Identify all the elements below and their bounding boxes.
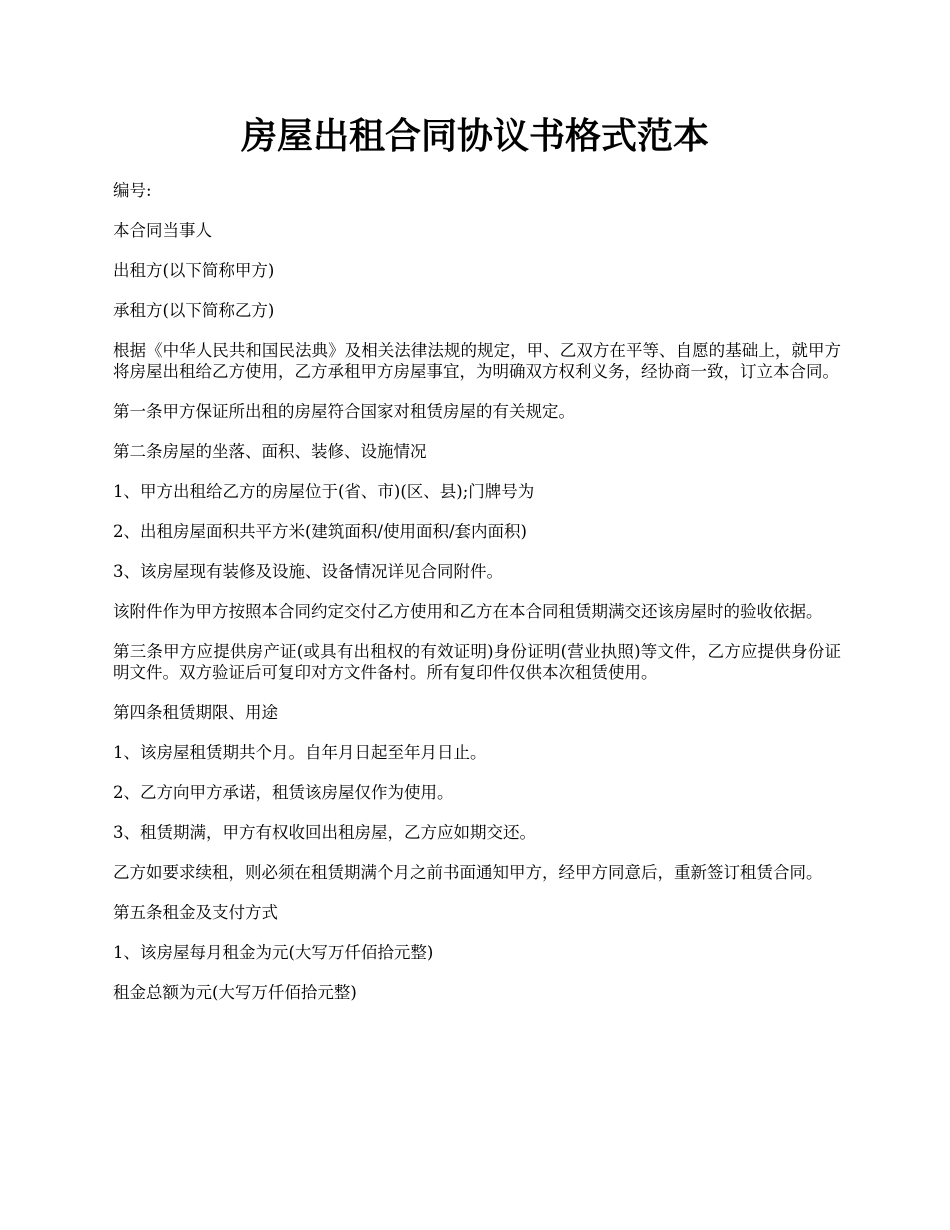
article-4-heading: 第四条租赁期限、用途 bbox=[113, 703, 278, 722]
lessee-line: 承租方(以下简称乙方) bbox=[113, 301, 275, 320]
article-5-item-1: 1、该房屋每月租金为元(大写万仟佰拾元整) bbox=[113, 943, 434, 962]
article-1: 第一条甲方保证所出租的房屋符合国家对租赁房屋的有关规定。 bbox=[113, 402, 575, 421]
preamble-paragraph: 根据《中华人民共和国民法典》及相关法律法规的规定，甲、乙双方在平等、自愿的基础上，就甲方将房屋出租给乙方使用，乙方承租甲方房屋事宜，为明确双方权利义务，经协商一致，订立本合同。 bbox=[113, 341, 841, 381]
appendix-note: 该附件作为甲方按照本合同约定交付乙方使用和乙方在本合同租赁期满交还该房屋时的验收依据。 bbox=[113, 602, 823, 621]
renewal-paragraph: 乙方如要求续租，则必须在租赁期满个月之前书面通知甲方，经甲方同意后，重新签订租赁合同。 bbox=[113, 863, 823, 882]
article-5-heading: 第五条租金及支付方式 bbox=[113, 903, 278, 922]
article-2-item-1: 1、甲方出租给乙方的房屋位于(省、市)(区、县);门牌号为 bbox=[113, 482, 535, 501]
article-2-item-2: 2、出租房屋面积共平方米(建筑面积/使用面积/套内面积) bbox=[113, 522, 527, 541]
article-4-item-2: 2、乙方向甲方承诺，租赁该房屋仅作为使用。 bbox=[113, 783, 454, 802]
lessor-line: 出租方(以下简称甲方) bbox=[113, 261, 275, 280]
article-3: 第三条甲方应提供房产证(或具有出租权的有效证明)身份证明(营业执照)等文件，乙方应提供身份证明文件。双方验证后可复印对方文件备村。所有复印件仅供本次租赁使用。 bbox=[113, 642, 841, 682]
article-2-item-3: 3、该房屋现有装修及设施、设备情况详见合同附件。 bbox=[113, 562, 503, 581]
rent-total-line: 租金总额为元(大写万仟佰拾元整) bbox=[113, 983, 357, 1002]
serial-number-line: 编号: bbox=[113, 181, 152, 200]
article-4-item-1: 1、该房屋租赁期共个月。自年月日起至年月日止。 bbox=[113, 743, 487, 762]
article-2-heading: 第二条房屋的坐落、面积、装修、设施情况 bbox=[113, 442, 427, 461]
article-4-item-3: 3、租赁期满，甲方有权收回出租房屋，乙方应如期交还。 bbox=[113, 823, 536, 842]
document-title: 房屋出租合同协议书格式范本 bbox=[240, 115, 709, 157]
document-body bbox=[113, 180, 841, 1022]
parties-heading: 本合同当事人 bbox=[113, 221, 212, 240]
